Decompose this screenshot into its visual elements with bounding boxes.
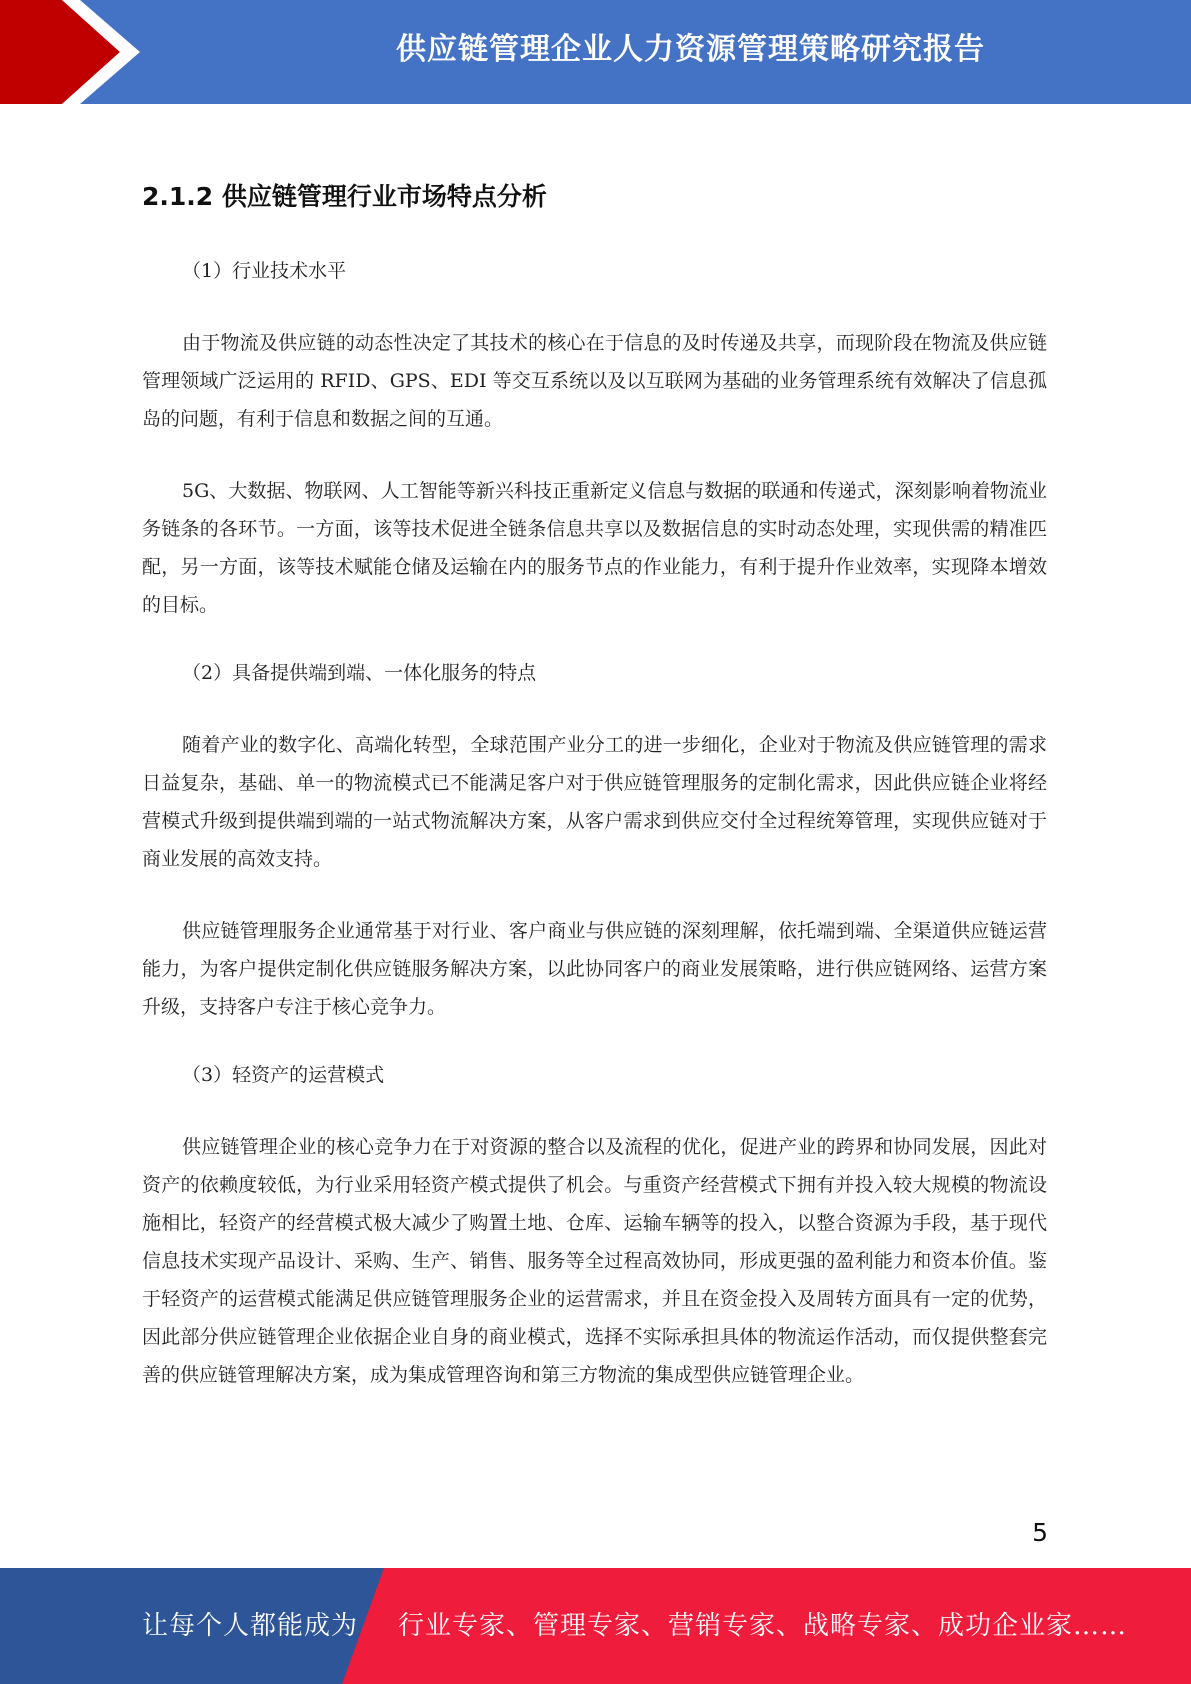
subheading-2: （2）具备提供端到端、一体化服务的特点	[182, 662, 537, 684]
main-content	[142, 160, 1047, 1394]
footer-slogan-right: 行业专家、管理专家、营销专家、战略专家、成功企业家……	[398, 1611, 1128, 1641]
paragraph-1: 由于物流及供应链的动态性决定了其技术的核心在于信息的及时传递及共享，而现阶段在物流及供应链管理领域广泛运用的 RFID、GPS、EDI 等交互系统以及以互联网为基础的业务管理系统有效解决了信息孤岛的问题，有利于信息和数据之间的互通。	[142, 332, 1047, 430]
subheading-3: （3）轻资产的运营模式	[182, 1064, 385, 1086]
page-number: 5	[1032, 1518, 1048, 1547]
footer-slogan-left: 让每个人都能成为	[142, 1611, 359, 1641]
page-footer	[0, 1568, 1191, 1684]
report-title: 供应链管理企业人力资源管理策略研究报告	[396, 32, 985, 67]
paragraph-2: 5G、大数据、物联网、人工智能等新兴科技正重新定义信息与数据的联通和传递式，深刻影响着物流业务链条的各环节。一方面，该等技术促进全链条信息共享以及数据信息的实时动态处理，实现供需的精准匹配，另一方面，该等技术赋能仓储及运输在内的服务节点的作业能力，有利于提升作业效率，实现降本增效的目标。	[142, 480, 1047, 616]
subheading-1: （1）行业技术水平	[182, 260, 347, 282]
paragraph-5: 供应链管理企业的核心竞争力在于对资源的整合以及流程的优化，促进产业的跨界和协同发展，因此对资产的依赖度较低，为行业采用轻资产模式提供了机会。与重资产经营模式下拥有并投入较大规模的物流设施相比，轻资产的经营模式极大减少了购置土地、仓库、运输车辆等的投入，以整合资源为手段，基于现代信息技术实现产品设计、采购、生产、销售、服务等全过程高效协同，形成更强的盈利能力和资本价值。鉴于轻资产的运营模式能满足供应链管理服务企业的运营需求，并且在资金投入及周转方面具有一定的优势，因此部分供应链管理企业依据企业自身的商业模式，选择不实际承担具体的物流运作活动，而仅提供整套完善的供应链管理解决方案，成为集成管理咨询和第三方物流的集成型供应链管理企业。	[142, 1136, 1047, 1386]
section-heading: 2.1.2 供应链管理行业市场特点分析	[142, 182, 547, 211]
paragraph-4: 供应链管理服务企业通常基于对行业、客户商业与供应链的深刻理解，依托端到端、全渠道供应链运营能力，为客户提供定制化供应链服务解决方案，以此协同客户的商业发展策略，进行供应链网络、运营方案升级，支持客户专注于核心竞争力。	[142, 920, 1047, 1018]
page-header	[0, 0, 1191, 111]
paragraph-3: 随着产业的数字化、高端化转型，全球范围产业分工的进一步细化，企业对于物流及供应链管理的需求日益复杂，基础、单一的物流模式已不能满足客户对于供应链管理服务的定制化需求，因此供应链企业将经营模式升级到提供端到端的一站式物流解决方案，从客户需求到供应交付全过程统筹管理，实现供应链对于商业发展的高效支持。	[142, 734, 1047, 870]
